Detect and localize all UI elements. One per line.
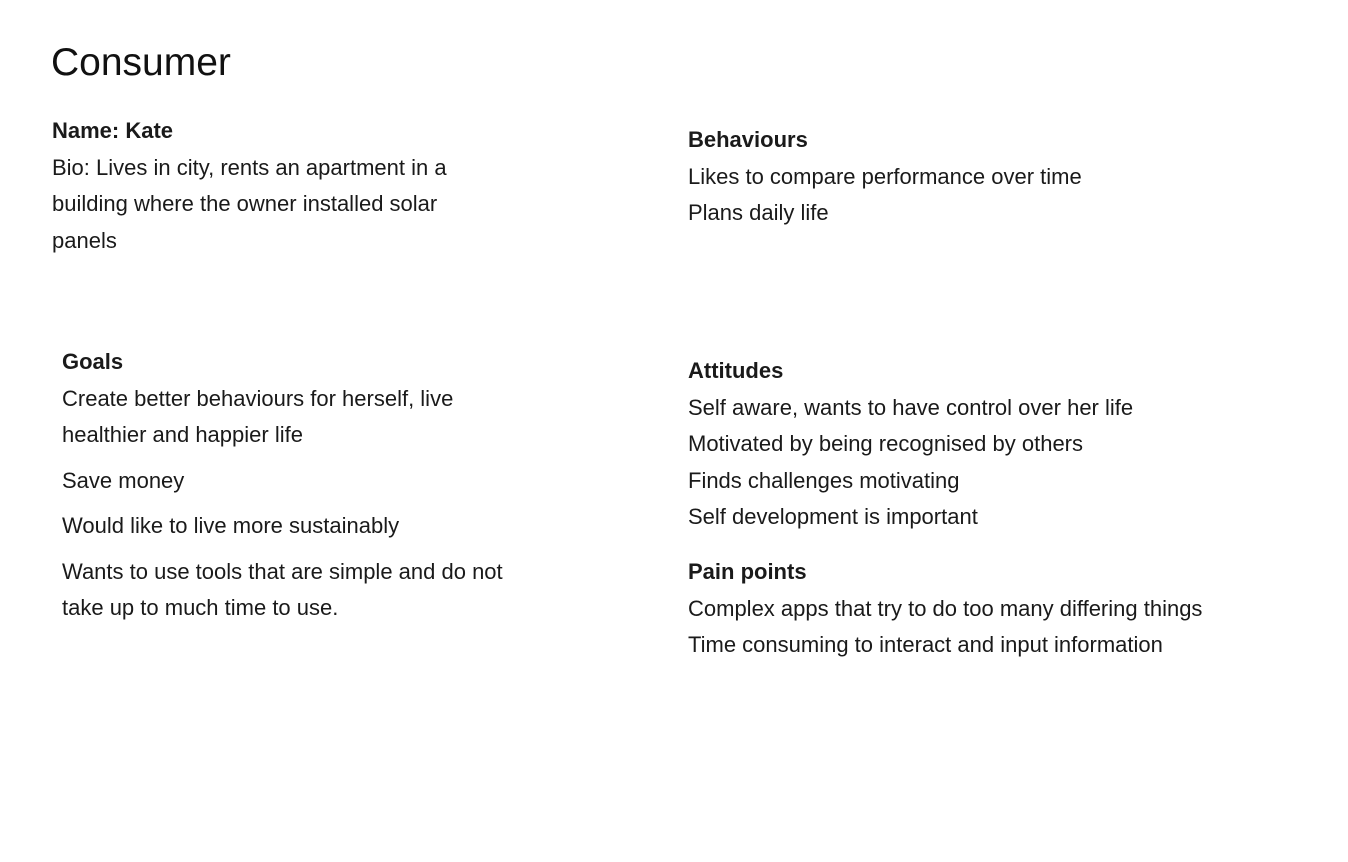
behaviour-item: Likes to compare performance over time [688,163,1082,189]
persona-bio: Bio: Lives in city, rents an apartment in a building where the owner installed solar panels [52,154,447,253]
attitude-item: Motivated by being recognised by others [688,431,1084,456]
behaviours-heading: Behaviours [688,127,808,152]
behaviours-section [688,122,1082,232]
goals-heading: Goals [62,349,124,374]
goal-item: Would like to live more sustainably [62,513,400,538]
persona-profile [52,113,472,259]
persona-name: Name: Kate [52,118,174,143]
attitude-item: Finds challenges motivating [688,467,960,493]
goal-item: Wants to use tools that are simple and do not take up to much time to use. [62,558,503,620]
pain-points-heading: Pain points [688,559,807,584]
goals-section [62,344,532,636]
goal-item: Create better behaviours for herself, live healthier and happier life [62,385,454,447]
goal-item: Save money [62,467,185,493]
pain-point-item: Complex apps that try to do too many differing things [688,595,1203,621]
attitudes-heading: Attitudes [688,358,784,383]
pain-points-section [688,554,1202,664]
attitude-item: Self aware, wants to have control over her life [688,394,1134,420]
page-title: Consumer [51,41,231,84]
attitudes-section [688,353,1133,536]
behaviour-item: Plans daily life [688,200,829,225]
pain-point-item: Time consuming to interact and input information [688,632,1163,657]
attitude-item: Self development is important [688,504,978,529]
